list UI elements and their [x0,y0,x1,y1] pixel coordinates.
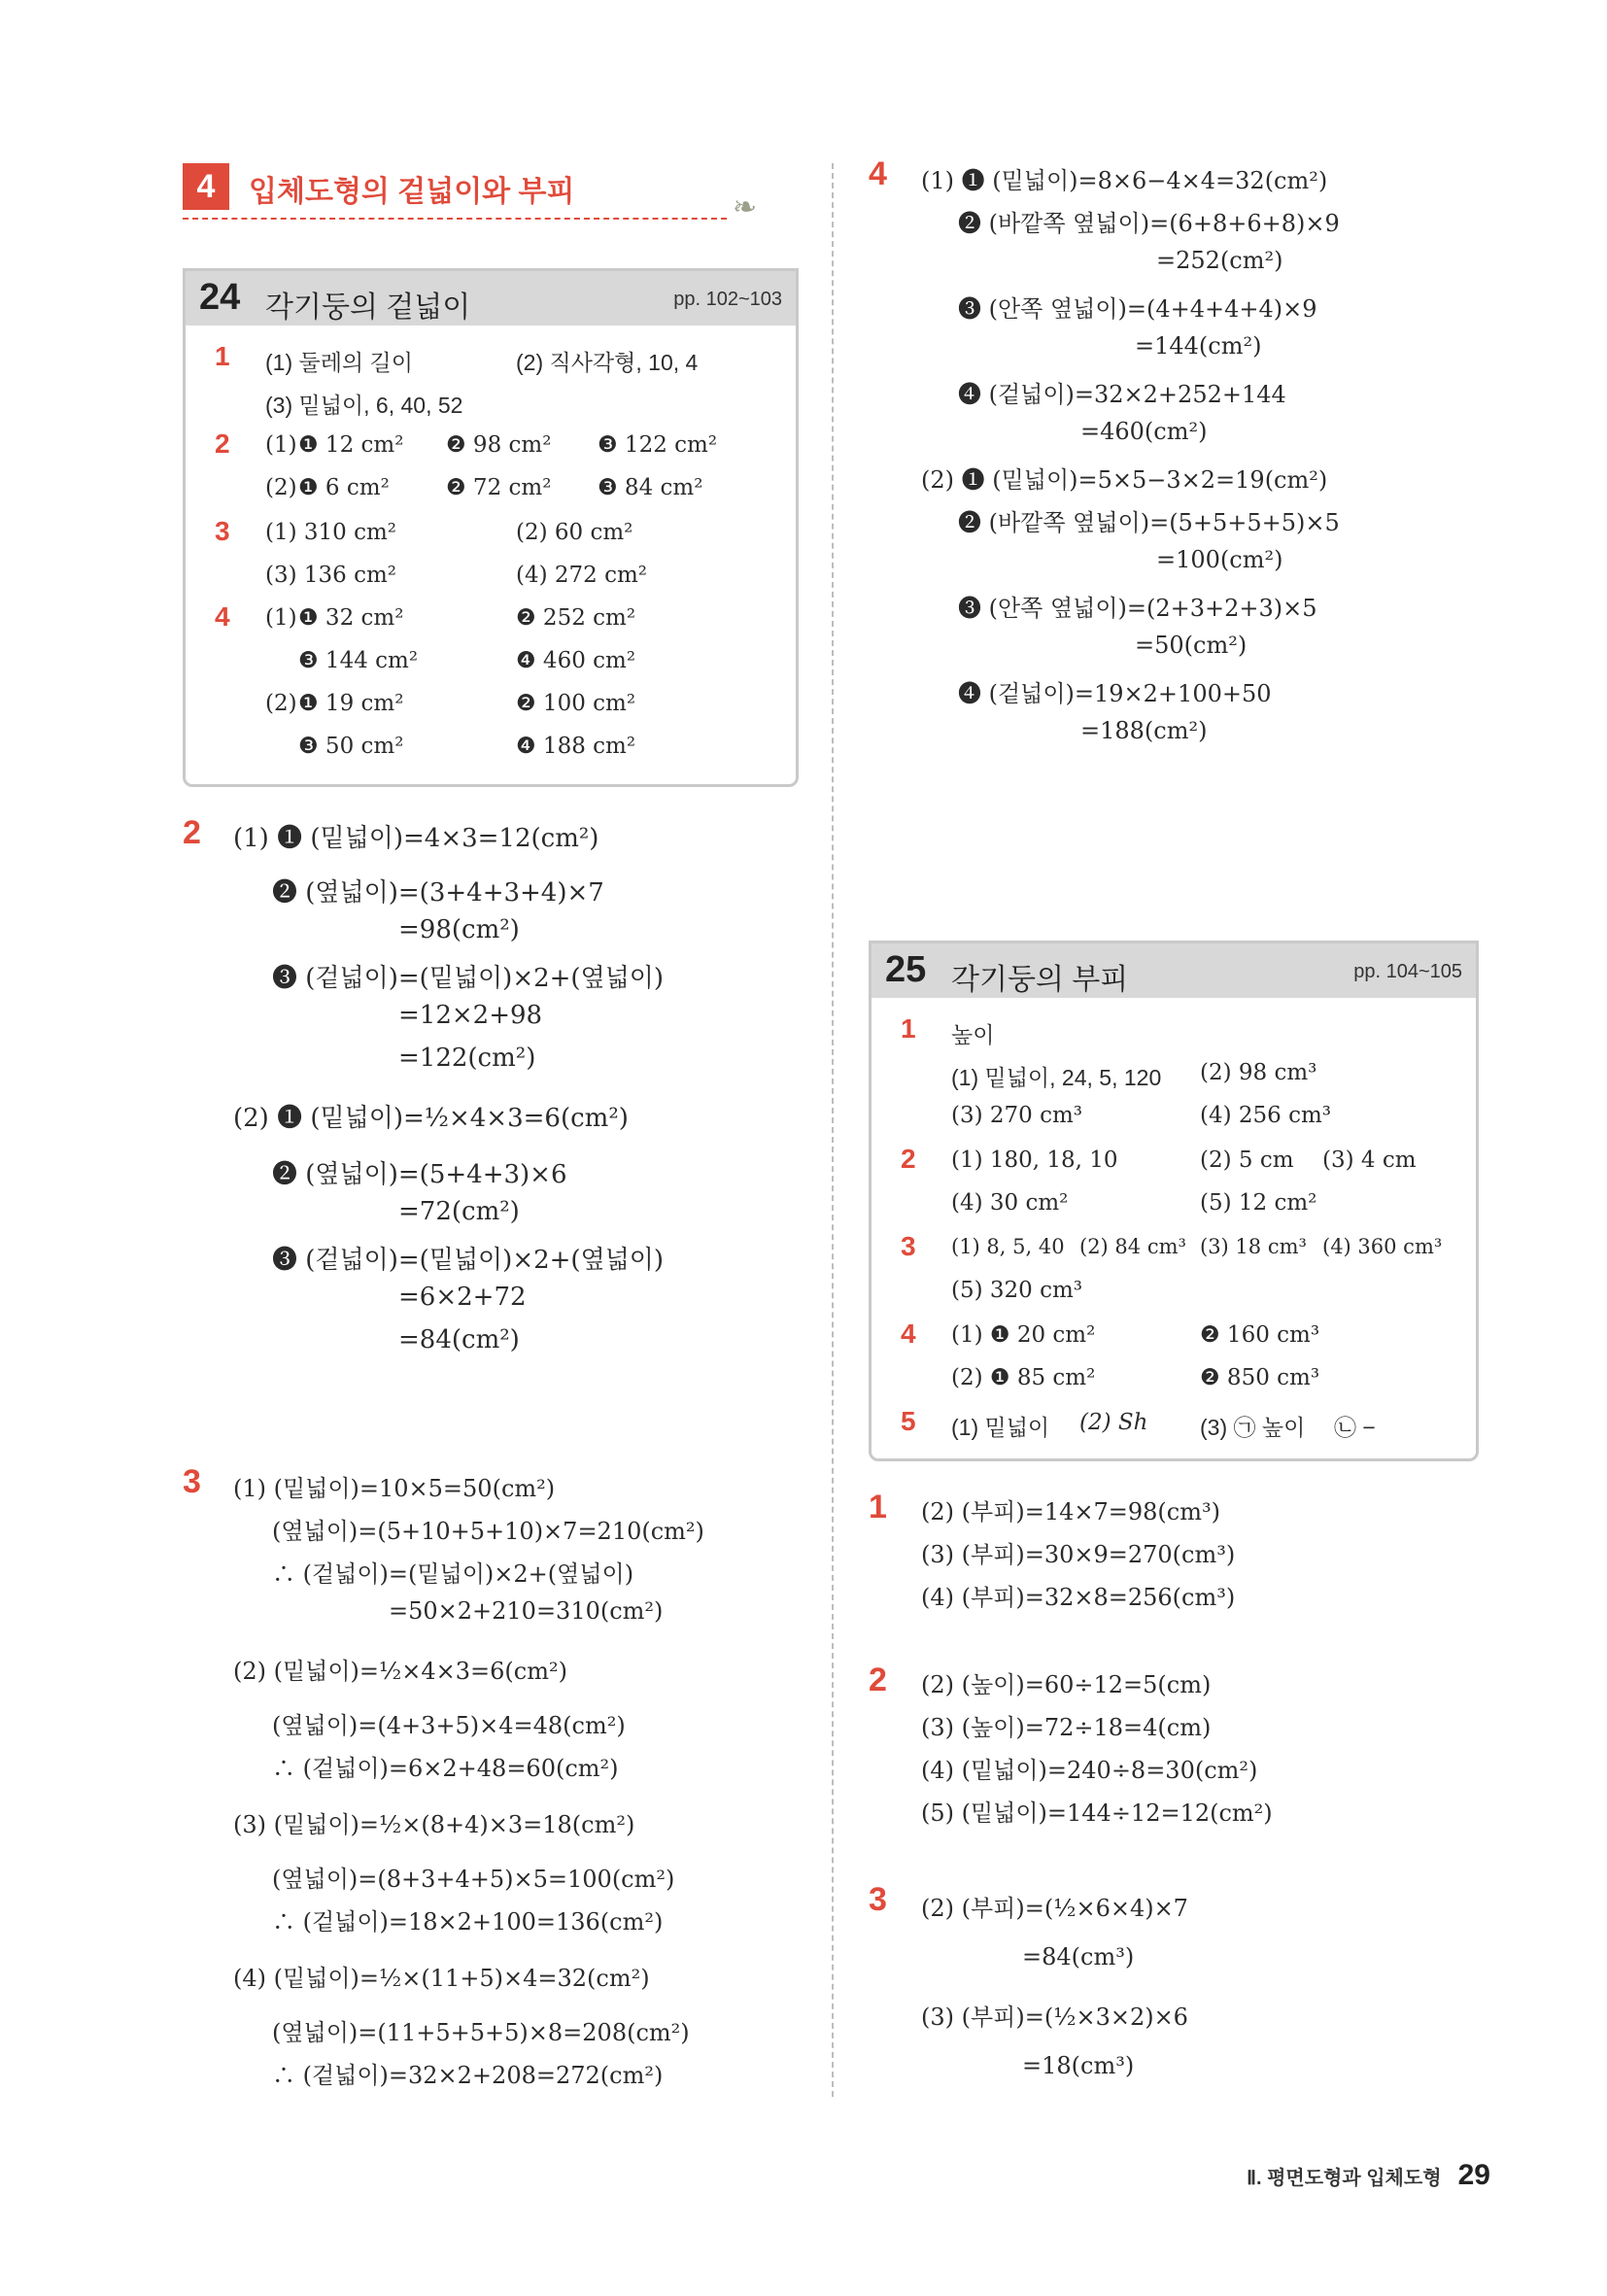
solution-line: ❸ (겉넓이)=(밑넓이)×2+(옆넓이) [272,1246,665,1275]
answer-text: ❶ 12 cm² [298,432,404,458]
chapter-number: 4 [183,163,229,210]
answer-text: (1) [265,432,297,458]
solution-line: ❹ (겉넓이)=32×2+252+144 [958,381,1286,408]
solution-line: =12×2+98 [398,1001,543,1030]
solution-line: (3) (높이)=72÷18=4(cm) [921,1714,1212,1741]
chapter-divider [183,218,727,220]
solution-line: ∴ (겉넓이)=6×2+48=60(cm²) [272,1755,619,1782]
solution-line: =100(cm²) [1156,546,1283,573]
solution-line: (1) (밑넓이)=10×5=50(cm²) [233,1475,556,1502]
answer-text: (2) 98 cm³ [1200,1060,1317,1085]
solution-line: =50×2+210=310(cm²) [389,1597,664,1625]
solution-line: (1) ❶ (밑넓이)=8×6−4×4=32(cm²) [921,167,1328,194]
solution-line: (3) (부피)=30×9=270(cm³) [921,1541,1236,1568]
answer-text: ❷ 160 cm³ [1200,1322,1320,1348]
section-number: 24 [199,277,241,318]
answer-text: (2) 84 cm³ [1079,1235,1186,1258]
leaf-icon: ❧ [733,190,758,224]
solution-line: (4) (밑넓이)=240÷8=30(cm²) [921,1757,1258,1784]
answer-text: (2) 직사각형, 10, 4 [516,350,699,375]
box-header [872,943,1476,998]
solution-line: =122(cm²) [398,1044,536,1073]
solution-line: (옆넓이)=(4+3+5)×4=48(cm²) [272,1712,626,1739]
solution-line: (2) (밑넓이)=½×4×3=6(cm²) [233,1658,567,1685]
answer-text: (3) 4 cm [1322,1148,1417,1173]
answer-text: 높이 [951,1022,995,1047]
answer-text: ❸ 122 cm² [598,432,718,458]
solution-number: 3 [183,1463,201,1500]
solution-line: (5) (밑넓이)=144÷12=12(cm²) [921,1799,1273,1827]
section-number: 25 [885,949,927,990]
solution-line: (4) (부피)=32×8=256(cm³) [921,1584,1236,1611]
answer-text: ㉡ − [1334,1415,1376,1440]
page-reference: pp. 104~105 [1353,961,1462,982]
answer-text: (4) 272 cm² [516,563,648,588]
question-number: 4 [215,601,230,632]
answer-text: (2) [265,475,297,500]
column-divider [832,163,834,2097]
answer-text: (2) 60 cm² [516,520,633,545]
answer-text: (1) 8, 5, 40 [951,1235,1065,1258]
answer-text: (4) 360 cm³ [1322,1235,1443,1258]
solution-line: (2) (높이)=60÷12=5(cm) [921,1671,1212,1698]
answer-text: (2) [265,691,297,716]
answer-text: (2) 5 cm [1200,1148,1294,1173]
solution-line: (옆넓이)=(5+10+5+10)×7=210(cm²) [272,1518,704,1545]
answer-text: ❷ 100 cm² [516,691,636,716]
solution-line: ∴ (겉넓이)=(밑넓이)×2+(옆넓이) [272,1560,634,1588]
answer-text: ❷ 252 cm² [516,605,636,631]
answer-text: (1) 180, 18, 10 [951,1148,1118,1173]
section-title: 각기둥의 겉넓이 [265,291,471,324]
page-footer [1247,2159,1490,2192]
solution-line: ∴ (겉넓이)=32×2+208=272(cm²) [272,2062,664,2089]
solution-line: ❷ (바깥쪽 옆넓이)=(5+5+5+5)×5 [958,509,1340,536]
answer-box-24 [183,268,799,787]
answer-text: (4) 256 cm³ [1200,1103,1332,1128]
solution-line: ❷ (옆넓이)=(5+4+3)×6 [272,1160,567,1189]
solution-line: (4) (밑넓이)=½×(11+5)×4=32(cm²) [233,1965,650,1992]
solution-number: 2 [869,1662,887,1698]
answer-text: ❷ 98 cm² [446,432,552,458]
question-number: 5 [901,1406,916,1436]
solution-line: (2) (부피)=14×7=98(cm³) [921,1498,1220,1525]
solution-line: ❸ (안쪽 옆넓이)=(4+4+4+4)×9 [958,295,1317,323]
answer-text: (1) 밑넓이, 24, 5, 120 [951,1065,1162,1090]
solution-number: 1 [869,1489,887,1525]
solution-line: =84(cm³) [1022,1943,1135,1970]
answer-text: ❷ 72 cm² [446,475,552,500]
answer-text: ❷ 850 cm³ [1200,1365,1320,1390]
answer-box-25 [869,941,1479,1461]
solution-line: =84(cm²) [398,1325,520,1354]
solution-line: =50(cm²) [1135,632,1248,659]
solution-line: ❸ (안쪽 옆넓이)=(2+3+2+3)×5 [958,595,1317,622]
answer-text: (3) 270 cm³ [951,1103,1083,1128]
solution-line: =252(cm²) [1156,247,1283,274]
footer-chapter: Ⅱ. 평면도형과 입체도형 [1247,2168,1442,2189]
question-number: 1 [901,1013,916,1044]
answer-text: ❶ 6 cm² [298,475,390,500]
question-number: 4 [901,1319,916,1349]
solution-line: (옆넓이)=(8+3+4+5)×5=100(cm²) [272,1866,675,1893]
page-reference: pp. 102~103 [673,289,782,310]
answer-text: (1) 밑넓이 [951,1415,1050,1440]
box-header [186,271,796,326]
solution-line: =72(cm²) [398,1197,520,1226]
answer-text: (3) 136 cm² [265,563,397,588]
answer-text: ❹ 188 cm² [516,734,636,759]
solution-line: =6×2+72 [398,1283,527,1312]
answer-text: (1) [265,605,297,631]
answer-text: (2) Sh [1079,1410,1148,1435]
answer-text: (2) ❶ 85 cm² [951,1365,1096,1390]
question-number: 2 [901,1144,916,1174]
answer-text: (3) 밑넓이, 6, 40, 52 [265,393,463,418]
solution-line: (3) (부피)=(½×3×2)×6 [921,2004,1188,2031]
answer-text: (5) 12 cm² [1200,1190,1317,1216]
answer-text: (1) 310 cm² [265,520,397,545]
solution-line: =18(cm³) [1022,2052,1135,2079]
answer-text: ❶ 32 cm² [298,605,404,631]
answer-text: ❹ 460 cm² [516,648,636,673]
answer-text: (1) 둘레의 길이 [265,350,413,375]
answer-text: (3) 18 cm³ [1200,1235,1307,1258]
question-number: 3 [901,1231,916,1261]
solution-line: (2) (부피)=(½×6×4)×7 [921,1895,1188,1922]
answer-text: (3) ㉠ 높이 [1200,1415,1306,1440]
solution-line: ❸ (겉넓이)=(밑넓이)×2+(옆넓이) [272,964,665,993]
answer-text: ❸ 84 cm² [598,475,703,500]
chapter-title: 입체도형의 겉넓이와 부피 [249,176,575,208]
solution-line: (2) ❶ (밑넓이)=½×4×3=6(cm²) [233,1104,629,1133]
solution-line: (1) ❶ (밑넓이)=4×3=12(cm²) [233,824,599,853]
solution-line: (2) ❶ (밑넓이)=5×5−3×2=19(cm²) [921,466,1328,494]
solution-line: ❷ (옆넓이)=(3+4+3+4)×7 [272,878,604,908]
solution-line: ∴ (겉넓이)=18×2+100=136(cm²) [272,1908,664,1936]
question-number: 1 [215,341,230,371]
question-number: 2 [215,428,230,459]
solution-line: (옆넓이)=(11+5+5+5)×8=208(cm²) [272,2019,690,2046]
solution-line: =188(cm²) [1080,717,1208,744]
solution-line: (3) (밑넓이)=½×(8+4)×3=18(cm²) [233,1811,635,1838]
answer-text: ❶ 19 cm² [298,691,404,716]
answer-text: (5) 320 cm³ [951,1278,1083,1303]
solution-line: =98(cm²) [398,915,520,944]
answer-text: ❸ 50 cm² [298,734,404,759]
solution-number: 4 [869,155,887,192]
solution-line: =460(cm²) [1080,418,1208,445]
question-number: 3 [215,516,230,546]
solution-number: 3 [869,1881,887,1918]
solution-line: ❷ (바깥쪽 옆넓이)=(6+8+6+8)×9 [958,210,1340,237]
section-title: 각기둥의 부피 [951,964,1129,996]
solution-line: ❹ (겉넓이)=19×2+100+50 [958,680,1272,707]
answer-text: (4) 30 cm² [951,1190,1069,1216]
solution-number: 2 [183,814,201,851]
answer-text: ❸ 144 cm² [298,648,419,673]
answer-text: (1) ❶ 20 cm² [951,1322,1096,1348]
page-number: 29 [1457,2159,1490,2191]
chapter-header [183,163,758,224]
solution-line: =144(cm²) [1135,332,1262,360]
